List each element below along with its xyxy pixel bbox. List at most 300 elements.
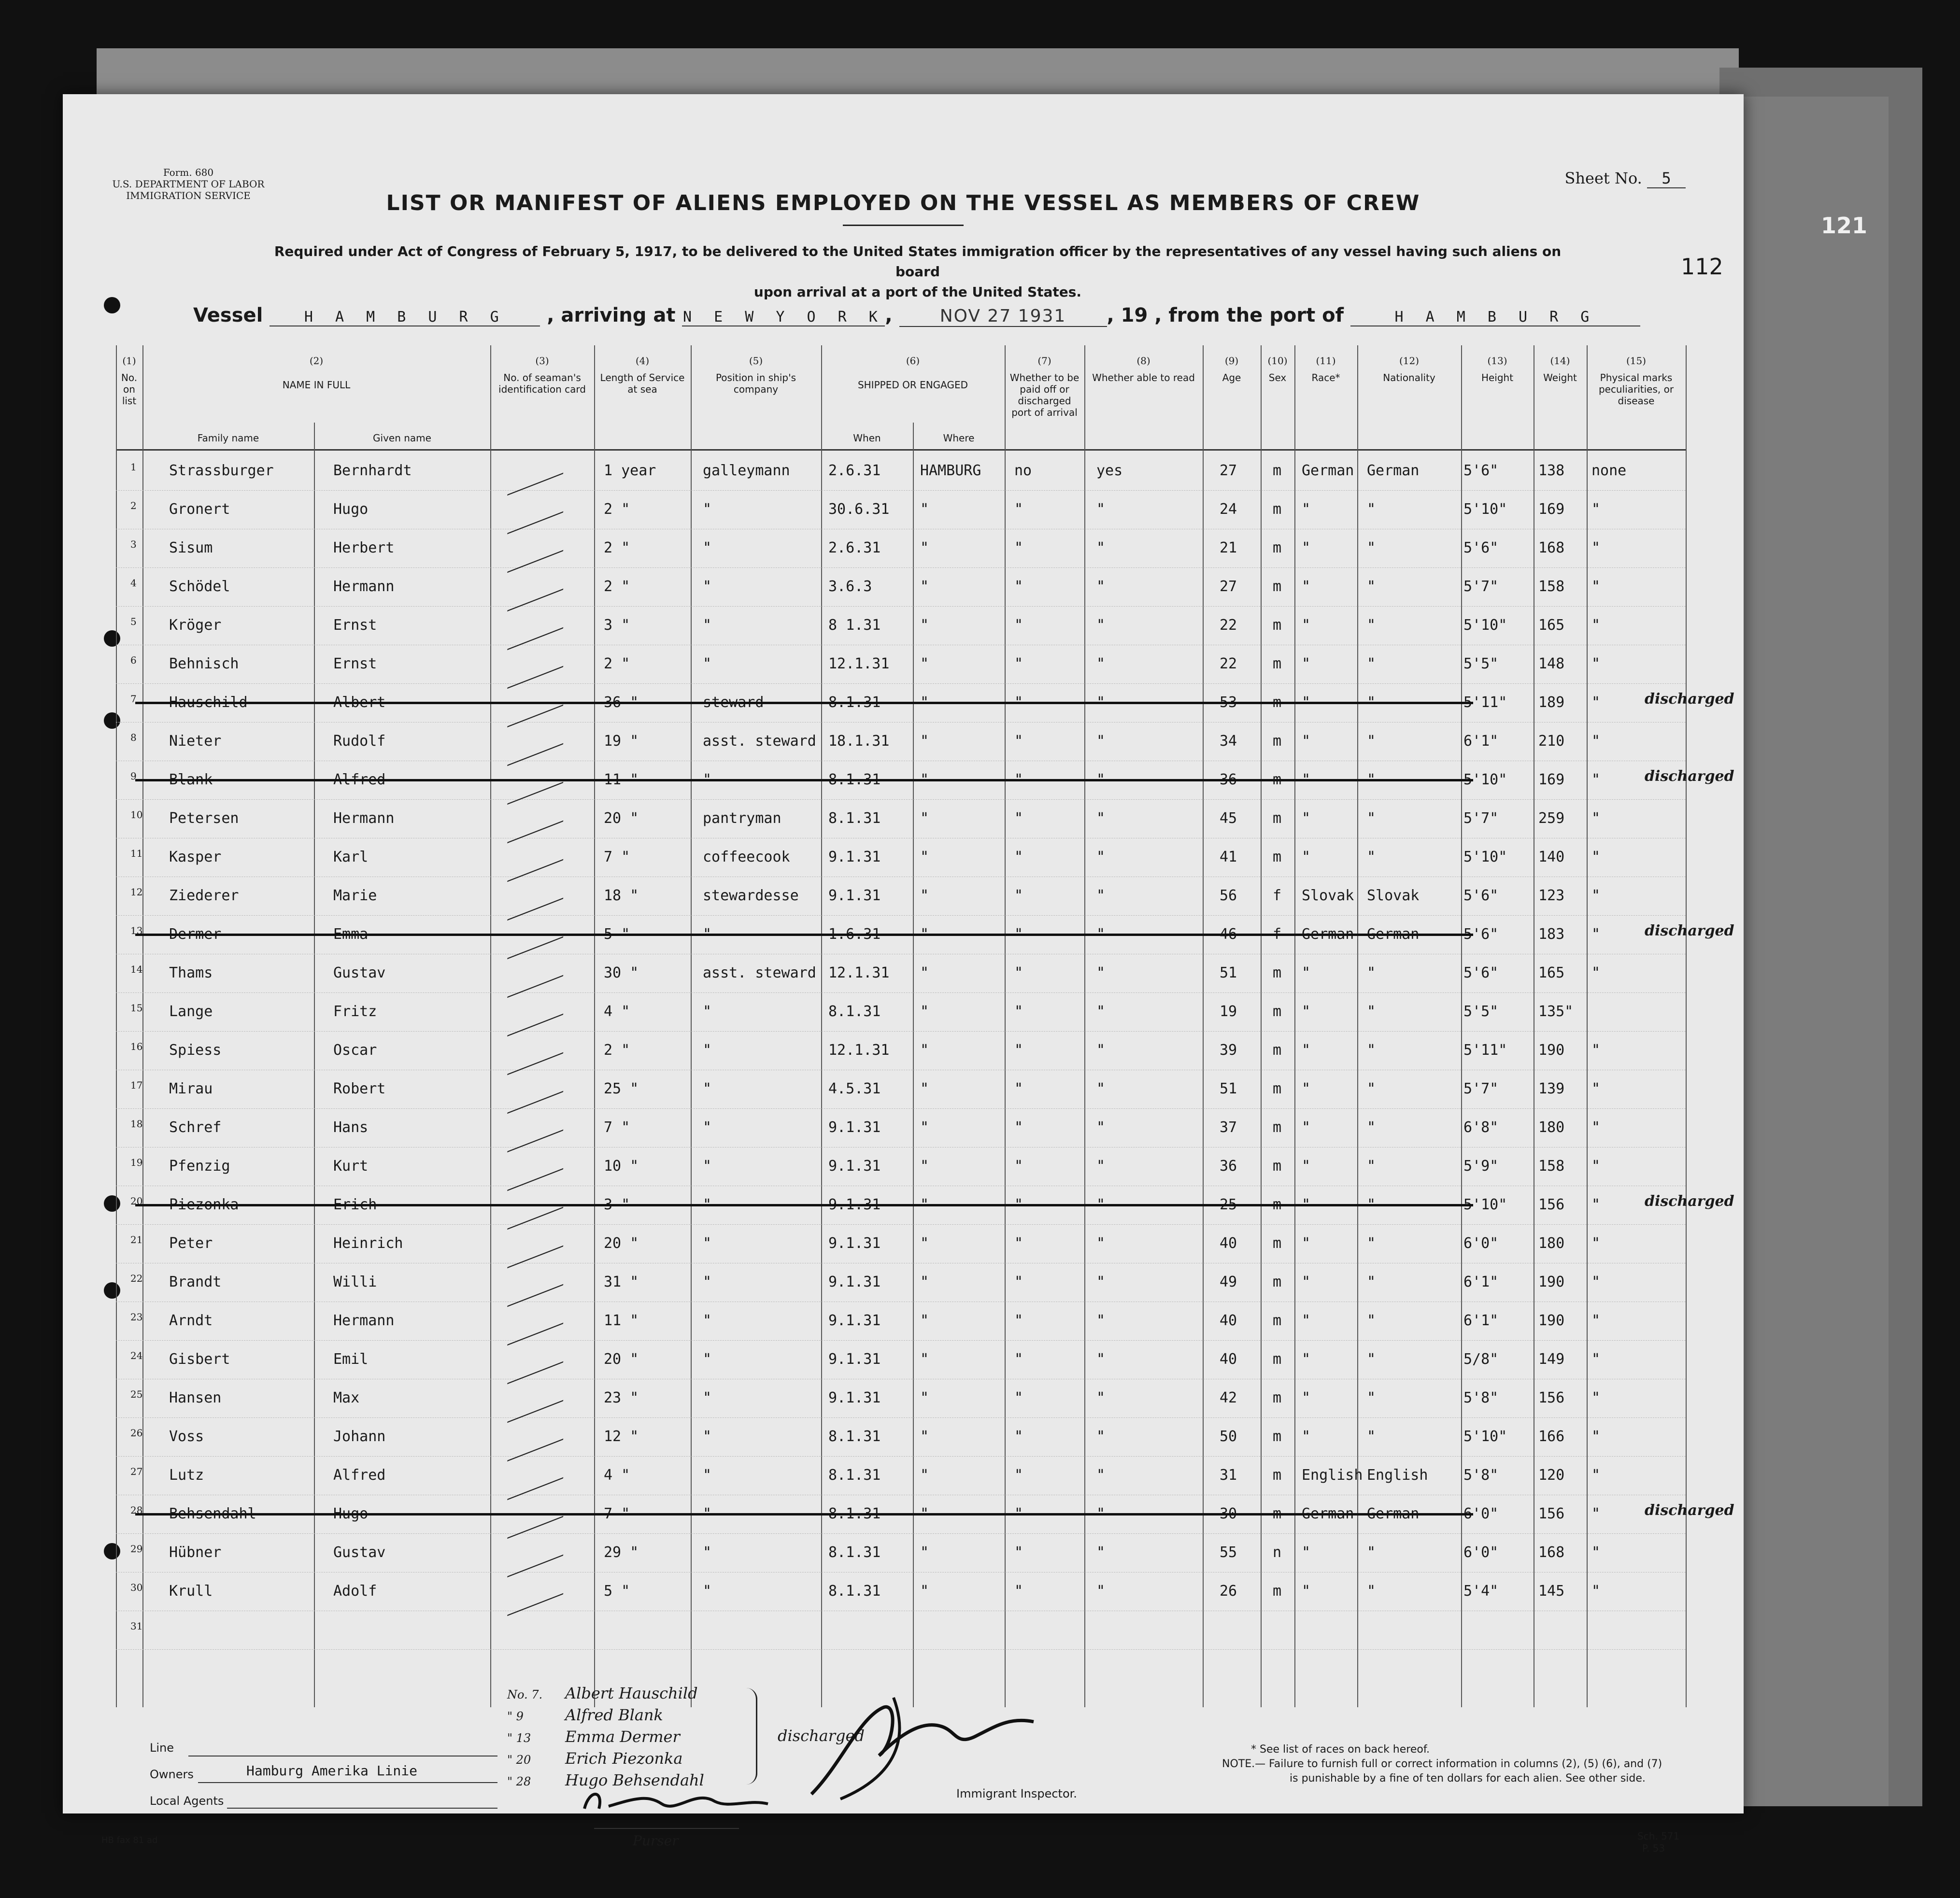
strike-through-line bbox=[135, 779, 1473, 781]
row-number: 25 bbox=[130, 1388, 143, 1400]
family-name: Brandt bbox=[169, 1274, 222, 1290]
sheet-label: Sheet No. bbox=[1564, 169, 1642, 187]
paid-off: " bbox=[1014, 1428, 1023, 1445]
discharged-note: discharged bbox=[1645, 1502, 1734, 1519]
height: 5'10" bbox=[1463, 1428, 1507, 1445]
requirement-text bbox=[266, 241, 1570, 302]
sex: m bbox=[1273, 694, 1282, 711]
table-row bbox=[116, 490, 1686, 529]
discharged-entry bbox=[507, 1727, 704, 1748]
nationality: " bbox=[1367, 849, 1376, 865]
given-name: Hermann bbox=[333, 1312, 395, 1329]
given-name: Oscar bbox=[333, 1042, 377, 1059]
shipped-when: 1.6.31 bbox=[828, 926, 881, 943]
weight: 180 bbox=[1538, 1119, 1565, 1136]
shipped-where: " bbox=[920, 1389, 929, 1406]
race: " bbox=[1302, 1119, 1311, 1136]
sex: m bbox=[1273, 501, 1282, 518]
physical-marks: " bbox=[1591, 1467, 1601, 1484]
weight: 120 bbox=[1538, 1467, 1565, 1484]
shipped-where: " bbox=[920, 617, 929, 634]
shipped-where: " bbox=[920, 501, 929, 518]
race: " bbox=[1302, 1080, 1311, 1097]
sex: m bbox=[1273, 655, 1282, 672]
print-code: HB fax 81 ad bbox=[101, 1835, 158, 1845]
physical-marks: " bbox=[1591, 1428, 1601, 1445]
sex: m bbox=[1273, 462, 1282, 479]
discharged-note: discharged bbox=[1645, 768, 1734, 785]
shipped-when: 8.1.31 bbox=[828, 771, 881, 788]
physical-marks: " bbox=[1591, 1389, 1601, 1406]
given-name: Karl bbox=[333, 849, 369, 865]
physical-marks: " bbox=[1591, 1583, 1601, 1600]
weight: 165 bbox=[1538, 964, 1565, 981]
column-header: Sex bbox=[1268, 372, 1287, 383]
given-name: Heinrich bbox=[333, 1235, 403, 1252]
position: " bbox=[703, 1505, 712, 1522]
column-header: Weight bbox=[1543, 372, 1577, 383]
service-length: 23 " bbox=[604, 1389, 639, 1406]
column-number: (7) bbox=[1037, 355, 1051, 367]
shipped-where: " bbox=[920, 733, 929, 750]
race: " bbox=[1302, 539, 1311, 556]
position: " bbox=[703, 1158, 712, 1175]
shipped-when: 2.6.31 bbox=[828, 462, 881, 479]
entry-name: Albert Hauschild bbox=[565, 1684, 698, 1702]
able-to-read: " bbox=[1096, 501, 1106, 518]
entry-number: No. 7. bbox=[507, 1688, 543, 1701]
physical-marks: none bbox=[1591, 462, 1627, 479]
age: 37 bbox=[1220, 1119, 1237, 1136]
nationality: " bbox=[1367, 1042, 1376, 1059]
table-row bbox=[116, 1611, 1686, 1650]
column-header: Race* bbox=[1311, 372, 1340, 383]
departure-port: H A M B U R G bbox=[1350, 309, 1640, 326]
family-name: Kröger bbox=[169, 617, 222, 634]
shipped-when: 8.1.31 bbox=[828, 694, 881, 711]
table-row bbox=[116, 567, 1686, 607]
nationality: " bbox=[1367, 1274, 1376, 1290]
checkmark-icon bbox=[507, 641, 570, 689]
age: 26 bbox=[1220, 1583, 1237, 1600]
strike-through-line bbox=[135, 934, 1473, 936]
table-row bbox=[116, 722, 1686, 761]
physical-marks: " bbox=[1591, 1505, 1601, 1522]
age: 40 bbox=[1220, 1312, 1237, 1329]
age: 51 bbox=[1220, 964, 1237, 981]
physical-marks: " bbox=[1591, 1312, 1601, 1329]
family-name: Hauschild bbox=[169, 694, 248, 711]
table-row bbox=[116, 799, 1686, 838]
service-length: 4 " bbox=[604, 1467, 630, 1484]
sex: m bbox=[1273, 578, 1282, 595]
race: " bbox=[1302, 1042, 1311, 1059]
row-number: 24 bbox=[130, 1350, 143, 1361]
service-length: 31 " bbox=[604, 1274, 639, 1290]
race: " bbox=[1302, 1158, 1311, 1175]
height: 6'1" bbox=[1463, 733, 1499, 750]
title-rule bbox=[843, 225, 964, 226]
checkmark-icon bbox=[507, 950, 570, 998]
position: asst. steward bbox=[703, 964, 816, 981]
age: 41 bbox=[1220, 849, 1237, 865]
family-name: Mirau bbox=[169, 1080, 213, 1097]
sex: m bbox=[1273, 1274, 1282, 1290]
position: " bbox=[703, 1312, 712, 1329]
family-name: Spiess bbox=[169, 1042, 222, 1059]
sex: m bbox=[1273, 810, 1282, 827]
race: German bbox=[1302, 1505, 1354, 1522]
sex: m bbox=[1273, 1196, 1282, 1213]
age: 31 bbox=[1220, 1467, 1237, 1484]
vessel-name: H A M B U R G bbox=[270, 309, 540, 326]
sex: m bbox=[1273, 1003, 1282, 1020]
shipped-where: " bbox=[920, 1003, 929, 1020]
height: 5'6" bbox=[1463, 926, 1499, 943]
sex: n bbox=[1273, 1544, 1282, 1561]
row-number: 17 bbox=[130, 1079, 143, 1091]
column-header: No. of seaman's identification card bbox=[498, 372, 586, 395]
weight: 169 bbox=[1538, 771, 1565, 788]
sex: m bbox=[1273, 1389, 1282, 1406]
row-number: 2 bbox=[130, 500, 137, 511]
table-row bbox=[116, 1533, 1686, 1572]
age: 42 bbox=[1220, 1389, 1237, 1406]
height: 5'10" bbox=[1463, 1196, 1507, 1213]
shipped-when: 9.1.31 bbox=[828, 1196, 881, 1213]
owners-rule bbox=[198, 1782, 497, 1783]
year-label: , 19 bbox=[1107, 304, 1148, 326]
family-name: Lutz bbox=[169, 1467, 204, 1484]
weight: 190 bbox=[1538, 1312, 1565, 1329]
paid-off: " bbox=[1014, 1080, 1023, 1097]
nationality: " bbox=[1367, 1389, 1376, 1406]
paid-off: " bbox=[1014, 1583, 1023, 1600]
age: 51 bbox=[1220, 1080, 1237, 1097]
nationality: German bbox=[1367, 1505, 1420, 1522]
row-number: 3 bbox=[130, 538, 137, 550]
race: " bbox=[1302, 1544, 1311, 1561]
race: " bbox=[1302, 501, 1311, 518]
given-name: Emma bbox=[333, 926, 369, 943]
service-length: 10 " bbox=[604, 1158, 639, 1175]
family-name: Voss bbox=[169, 1428, 204, 1445]
discharged-note: discharged bbox=[1645, 691, 1734, 708]
height: 6'8" bbox=[1463, 1119, 1499, 1136]
shipped-when: 9.1.31 bbox=[828, 1274, 881, 1290]
shipped-where: " bbox=[920, 655, 929, 672]
inspector-signature bbox=[782, 1678, 1053, 1804]
height: 5'10" bbox=[1463, 501, 1507, 518]
position: coffeecook bbox=[703, 849, 790, 865]
entry-name: Emma Dermer bbox=[565, 1728, 680, 1746]
nationality: " bbox=[1367, 1158, 1376, 1175]
age: 22 bbox=[1220, 617, 1237, 634]
paid-off: " bbox=[1014, 926, 1023, 943]
able-to-read: " bbox=[1096, 964, 1106, 981]
weight: 169 bbox=[1538, 501, 1565, 518]
row-number: 23 bbox=[130, 1311, 143, 1323]
shipped-when: 8.1.31 bbox=[828, 1428, 881, 1445]
physical-marks: " bbox=[1591, 733, 1601, 750]
row-number: 19 bbox=[130, 1157, 143, 1168]
discharged-entry bbox=[507, 1748, 704, 1770]
weight: 145 bbox=[1538, 1583, 1565, 1600]
column-number: (2) bbox=[309, 355, 324, 367]
able-to-read: " bbox=[1096, 1583, 1106, 1600]
paid-off: " bbox=[1014, 1003, 1023, 1020]
shipped-when: 8.1.31 bbox=[828, 1505, 881, 1522]
paid-off: " bbox=[1014, 1389, 1023, 1406]
age: 49 bbox=[1220, 1274, 1237, 1290]
sex: m bbox=[1273, 1119, 1282, 1136]
table-row bbox=[116, 1572, 1686, 1611]
shipped-when: 9.1.31 bbox=[828, 1312, 881, 1329]
able-to-read: " bbox=[1096, 1196, 1106, 1213]
discharged-label: discharged bbox=[778, 1727, 865, 1745]
age: 40 bbox=[1220, 1351, 1237, 1368]
owners-label: Owners bbox=[150, 1768, 194, 1781]
able-to-read: " bbox=[1096, 694, 1106, 711]
race: German bbox=[1302, 926, 1354, 943]
row-number: 13 bbox=[130, 925, 143, 936]
service-length: 19 " bbox=[604, 733, 639, 750]
nationality: " bbox=[1367, 694, 1376, 711]
shipped-when: 12.1.31 bbox=[828, 1042, 890, 1059]
checkmark-icon bbox=[507, 718, 570, 766]
row-number: 20 bbox=[130, 1195, 143, 1207]
physical-marks: " bbox=[1591, 964, 1601, 981]
service-length: 5 " bbox=[604, 926, 630, 943]
column-number: (15) bbox=[1626, 355, 1647, 367]
age: 34 bbox=[1220, 733, 1237, 750]
line-label: Line bbox=[150, 1741, 174, 1755]
nationality: " bbox=[1367, 1544, 1376, 1561]
height: 5'7" bbox=[1463, 578, 1499, 595]
age: 27 bbox=[1220, 578, 1237, 595]
position: " bbox=[703, 1544, 712, 1561]
physical-marks: " bbox=[1591, 1351, 1601, 1368]
sex: m bbox=[1273, 1042, 1282, 1059]
column-number: (9) bbox=[1224, 355, 1239, 367]
checkmark-icon bbox=[507, 834, 570, 882]
position: " bbox=[703, 1389, 712, 1406]
column-number: (1) bbox=[122, 355, 136, 367]
shipped-when: 8.1.31 bbox=[828, 1583, 881, 1600]
paid-off: " bbox=[1014, 1196, 1023, 1213]
family-name: Gisbert bbox=[169, 1351, 230, 1368]
entry-number: " 20 bbox=[507, 1753, 531, 1767]
service-length: 20 " bbox=[604, 810, 639, 827]
strike-through-line bbox=[135, 1204, 1473, 1206]
service-length: 7 " bbox=[604, 849, 630, 865]
paid-off: " bbox=[1014, 733, 1023, 750]
paid-off: " bbox=[1014, 1158, 1023, 1175]
able-to-read: " bbox=[1096, 1351, 1106, 1368]
physical-marks: " bbox=[1591, 1196, 1601, 1213]
age: 40 bbox=[1220, 1235, 1237, 1252]
weight: 156 bbox=[1538, 1389, 1565, 1406]
race: " bbox=[1302, 964, 1311, 981]
checkmark-icon bbox=[507, 564, 570, 612]
physical-marks: " bbox=[1591, 926, 1601, 943]
paid-off: " bbox=[1014, 655, 1023, 672]
weight: 190 bbox=[1538, 1042, 1565, 1059]
nationality: " bbox=[1367, 1312, 1376, 1329]
row-number: 9 bbox=[130, 770, 137, 782]
nationality: " bbox=[1367, 733, 1376, 750]
position: " bbox=[703, 1351, 712, 1368]
shipped-where: " bbox=[920, 1080, 929, 1097]
service-length: 20 " bbox=[604, 1235, 639, 1252]
height: 5'10" bbox=[1463, 849, 1507, 865]
entry-name: Erich Piezonka bbox=[565, 1749, 683, 1768]
row-number: 28 bbox=[130, 1504, 143, 1516]
shipped-where: " bbox=[920, 1119, 929, 1136]
column-header: Whether to be paid off or discharged port of arrival bbox=[1009, 372, 1079, 418]
shipped-when: 9.1.31 bbox=[828, 887, 881, 904]
position: " bbox=[703, 655, 712, 672]
race: " bbox=[1302, 1312, 1311, 1329]
note-line-1: NOTE.— Failure to furnish full or correct information in columns (2), (5) (6), and (7) bbox=[1222, 1758, 1662, 1770]
paid-off: " bbox=[1014, 578, 1023, 595]
race: " bbox=[1302, 733, 1311, 750]
family-name: Dermer bbox=[169, 926, 222, 943]
able-to-read: " bbox=[1096, 810, 1106, 827]
sex: m bbox=[1273, 1158, 1282, 1175]
checkmark-icon bbox=[507, 1336, 570, 1385]
weight: 138 bbox=[1538, 462, 1565, 479]
paid-off: " bbox=[1014, 964, 1023, 981]
shipped-when: 12.1.31 bbox=[828, 964, 890, 981]
note-star: * See list of races on back hereof. bbox=[1251, 1743, 1430, 1756]
arrival-date-stamp: NOV 27 1931 bbox=[899, 306, 1107, 327]
service-length: 3 " bbox=[604, 1196, 630, 1213]
table-row bbox=[116, 1417, 1686, 1457]
stamp-121: 121 bbox=[1821, 212, 1868, 239]
able-to-read: " bbox=[1096, 1003, 1106, 1020]
physical-marks: " bbox=[1591, 655, 1601, 672]
subheader-when: When bbox=[853, 432, 881, 444]
shipped-where: " bbox=[920, 1042, 929, 1059]
age: 27 bbox=[1220, 462, 1237, 479]
given-name: Hugo bbox=[333, 501, 369, 518]
able-to-read: " bbox=[1096, 926, 1106, 943]
row-number: 18 bbox=[130, 1118, 143, 1130]
table-row bbox=[116, 1186, 1734, 1225]
row-number: 4 bbox=[130, 577, 137, 589]
age: 46 bbox=[1220, 926, 1237, 943]
vessel-line: Vessel H A M B U R G , arriving at N E W Y O R K, NOV 27 1931 , 19 , from the port of H A M B U R G bbox=[193, 304, 1640, 327]
shipped-when: 9.1.31 bbox=[828, 1351, 881, 1368]
page-code: P. 53 bbox=[1642, 1842, 1665, 1854]
vessel-label: Vessel bbox=[193, 304, 263, 326]
given-name: Ernst bbox=[333, 655, 377, 672]
family-name: Behsendahl bbox=[169, 1505, 256, 1522]
nationality: " bbox=[1367, 1428, 1376, 1445]
physical-marks: " bbox=[1591, 887, 1601, 904]
able-to-read: " bbox=[1096, 617, 1106, 634]
position: steward bbox=[703, 694, 764, 711]
able-to-read: " bbox=[1096, 1080, 1106, 1097]
service-length: 2 " bbox=[604, 655, 630, 672]
discharged-note: discharged bbox=[1645, 922, 1734, 939]
given-name: Alfred bbox=[333, 771, 386, 788]
nationality: " bbox=[1367, 1080, 1376, 1097]
weight: 259 bbox=[1538, 810, 1565, 827]
row-number: 26 bbox=[130, 1427, 143, 1439]
manifest-page bbox=[63, 94, 1744, 1854]
row-number: 6 bbox=[130, 654, 137, 666]
shipped-when: 3.6.3 bbox=[828, 578, 872, 595]
form-number: Form. 680 bbox=[163, 167, 214, 178]
discharged-entry bbox=[507, 1683, 704, 1705]
race: " bbox=[1302, 771, 1311, 788]
paid-off: " bbox=[1014, 1119, 1023, 1136]
shipped-when: 8.1.31 bbox=[828, 1544, 881, 1561]
family-name: Strassburger bbox=[169, 462, 274, 479]
height: 5'11" bbox=[1463, 1042, 1507, 1059]
column-number: (8) bbox=[1136, 355, 1150, 367]
nationality: " bbox=[1367, 501, 1376, 518]
checkmark-icon bbox=[507, 1066, 570, 1114]
position: " bbox=[703, 771, 712, 788]
shipped-when: 8.1.31 bbox=[828, 810, 881, 827]
weight: 156 bbox=[1538, 1505, 1565, 1522]
shipped-when: 8.1.31 bbox=[828, 1467, 881, 1484]
sex: m bbox=[1273, 617, 1282, 634]
physical-marks: " bbox=[1591, 1080, 1601, 1097]
paid-off: " bbox=[1014, 1467, 1023, 1484]
checkmark-icon bbox=[507, 1143, 570, 1191]
table-row bbox=[116, 1224, 1686, 1263]
race: " bbox=[1302, 694, 1311, 711]
age: 45 bbox=[1220, 810, 1237, 827]
able-to-read: yes bbox=[1096, 462, 1123, 479]
weight: 168 bbox=[1538, 539, 1565, 556]
inspector-label: Immigrant Inspector. bbox=[956, 1787, 1077, 1800]
shipped-where: " bbox=[920, 578, 929, 595]
row-number: 15 bbox=[130, 1002, 143, 1014]
shipped-where: " bbox=[920, 1351, 929, 1368]
position: stewardesse bbox=[703, 887, 799, 904]
table-row bbox=[116, 877, 1686, 916]
entry-number: " 9 bbox=[507, 1710, 524, 1723]
nationality: " bbox=[1367, 1583, 1376, 1600]
paid-off: no bbox=[1014, 462, 1032, 479]
position: " bbox=[703, 1080, 712, 1097]
position: " bbox=[703, 539, 712, 556]
weight: 158 bbox=[1538, 1158, 1565, 1175]
entry-name: Alfred Blank bbox=[565, 1706, 663, 1724]
sex: m bbox=[1273, 1312, 1282, 1329]
age: 19 bbox=[1220, 1003, 1237, 1020]
family-name: Arndt bbox=[169, 1312, 213, 1329]
row-number: 16 bbox=[130, 1041, 143, 1052]
given-name: Ernst bbox=[333, 617, 377, 634]
paid-off: " bbox=[1014, 771, 1023, 788]
checkmark-icon bbox=[507, 1568, 570, 1616]
table-row bbox=[116, 1108, 1686, 1147]
family-name: Thams bbox=[169, 964, 213, 981]
table-row bbox=[116, 1147, 1686, 1186]
position: " bbox=[703, 578, 712, 595]
table-row bbox=[116, 761, 1734, 800]
table-row bbox=[116, 1302, 1686, 1341]
service-length: 18 " bbox=[604, 887, 639, 904]
family-name: Sisum bbox=[169, 539, 213, 556]
table-row bbox=[116, 683, 1734, 722]
